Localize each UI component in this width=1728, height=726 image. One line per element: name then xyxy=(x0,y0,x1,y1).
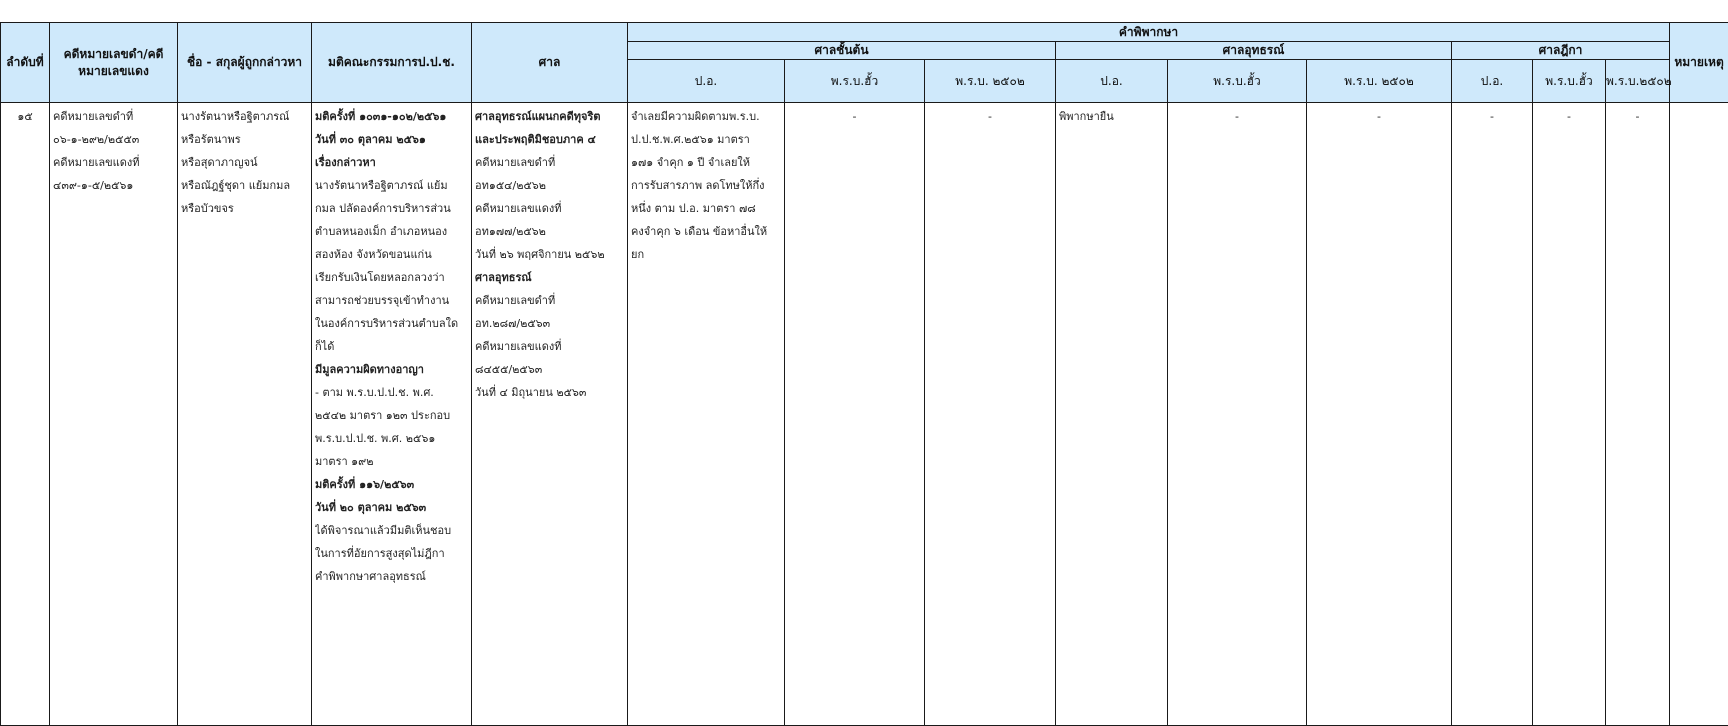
cell-line: เรียกรับเงินโดยหลอกลวงว่า xyxy=(315,266,468,289)
col-header-name: ชื่อ - สกุลผู้ถูกกล่าวหา xyxy=(178,23,312,103)
subheader-supreme-po: ป.อ. xyxy=(1452,60,1533,103)
subheader-first-2502: พ.ร.บ. ๒๕๐๒ xyxy=(925,60,1056,103)
cell-name xyxy=(178,103,312,726)
cell-line: ๘๔๕๕/๒๕๖๓ xyxy=(475,358,624,381)
cell-line: ๐๖-๑-๒๙๒/๒๕๕๓ xyxy=(53,128,174,151)
subheader-supreme-2502: พ.ร.บ.๒๕๐๒ xyxy=(1606,60,1670,103)
cell-line: คดีหมายเลขดำที่ xyxy=(475,289,624,312)
col-header-remark: หมายเหตุ xyxy=(1670,23,1728,103)
cell-line: อท๑๕๔/๒๕๖๒ xyxy=(475,174,624,197)
cell-line: คดีหมายเลขแดงที่ xyxy=(475,197,624,220)
cell-line: คดีหมายเลขแดงที่ xyxy=(475,335,624,358)
cell-line: วันที่ ๒๐ ตุลาคม ๒๕๖๓ xyxy=(315,496,468,519)
subheader-appeal-2502: พ.ร.บ. ๒๕๐๒ xyxy=(1307,60,1452,103)
cell-line: มีมูลความผิดทางอาญา xyxy=(315,358,468,381)
cell-line: - ตาม พ.ร.บ.ป.ป.ช. พ.ศ. xyxy=(315,381,468,404)
cell-appeal-2502: - xyxy=(1307,103,1452,726)
cell-line: วันที่ ๓๐ ตุลาคม ๒๕๖๑ xyxy=(315,128,468,151)
cell-supreme-act: - xyxy=(1533,103,1606,726)
cell-line: หรือรัตนาพร xyxy=(181,128,308,151)
cell-line: อท.๒๘๗/๒๕๖๓ xyxy=(475,312,624,335)
cell-line: ศาลอุทธรณ์ xyxy=(475,266,624,289)
cell-line: อท๑๗๗/๒๕๖๒ xyxy=(475,220,624,243)
cell-line: หรือสุดาภาญจน์ xyxy=(181,151,308,174)
cell-line: ป.ป.ช.พ.ศ.๒๕๖๑ มาตรา xyxy=(631,128,781,151)
subheader-first-po: ป.อ. xyxy=(628,60,785,103)
subheader-appeal-po: ป.อ. xyxy=(1056,60,1168,103)
cell-first-po xyxy=(628,103,785,726)
judgment-table xyxy=(0,22,1728,726)
cell-supreme-2502: - xyxy=(1606,103,1670,726)
cell-line: ศาลอุทธรณ์แผนกคดีทุจริต xyxy=(475,105,624,128)
cell-line: จำเลยมีความผิดตามพ.ร.บ. xyxy=(631,105,781,128)
col-header-court-supreme: ศาลฎีกา xyxy=(1452,42,1670,60)
cell-line: ๔๓๙-๑-๕/๒๕๖๑ xyxy=(53,174,174,197)
cell-line: ได้พิจารณาแล้วมีมติเห็นชอบ xyxy=(315,519,468,542)
cell-line: หนึ่ง ตาม ป.อ. มาตรา ๗๘ xyxy=(631,197,781,220)
cell-line: มติครั้งที่ ๑๐๓๑-๑๐๒/๒๕๖๑ xyxy=(315,105,468,128)
cell-line: คำพิพากษาศาลอุทธรณ์ xyxy=(315,565,468,588)
cell-line: วันที่ ๒๖ พฤศจิกายน ๒๕๖๒ xyxy=(475,243,624,266)
table-row xyxy=(1,103,1728,726)
cell-line: คดีหมายเลขแดงที่ xyxy=(53,151,174,174)
cell-first-act: - xyxy=(785,103,925,726)
cell-line: คดีหมายเลขดำที่ xyxy=(475,151,624,174)
cell-resolution xyxy=(312,103,472,726)
cell-supreme-po: - xyxy=(1452,103,1533,726)
cell-line: พ.ร.บ.ป.ป.ช. พ.ศ. ๒๕๖๑ xyxy=(315,427,468,450)
cell-line: ในองค์การบริหารส่วนตำบลใด xyxy=(315,312,468,335)
col-header-case-no: คดีหมายเลขดำ/คดีหมายเลขแดง xyxy=(50,23,178,103)
cell-court xyxy=(472,103,628,726)
col-header-court-appeal: ศาลอุทธรณ์ xyxy=(1056,42,1452,60)
cell-line: นางรัตนาหรือฐิตาภรณ์ xyxy=(181,105,308,128)
cell-line: สองห้อง จังหวัดขอนแก่น xyxy=(315,243,468,266)
cell-line: และประพฤติมิชอบภาค ๔ xyxy=(475,128,624,151)
cell-line: หรือบัวขจร xyxy=(181,197,308,220)
cell-remark xyxy=(1670,103,1728,726)
cell-line: ตำบลหนองเม็ก อำเภอหนอง xyxy=(315,220,468,243)
cell-first-2502: - xyxy=(925,103,1056,726)
cell-line: คดีหมายเลขดำที่ xyxy=(53,105,174,128)
cell-line: การรับสารภาพ ลดโทษให้กึ่ง xyxy=(631,174,781,197)
col-header-judgment: คำพิพากษา xyxy=(628,23,1670,42)
cell-line: ยก xyxy=(631,243,781,266)
cell-line: วันที่ ๔ มิถุนายน ๒๕๖๓ xyxy=(475,381,624,404)
col-header-no: ลำดับที่ xyxy=(1,23,50,103)
cell-line: สามารถช่วยบรรจุเข้าทำงาน xyxy=(315,289,468,312)
cell-line: ๑๗๑ จำคุก ๑ ปี จำเลยให้ xyxy=(631,151,781,174)
col-header-resolution: มติคณะกรรมการป.ป.ช. xyxy=(312,23,472,103)
cell-line: หรือณัฎฐ์ชุดา แย้มกมล xyxy=(181,174,308,197)
cell-case-no xyxy=(50,103,178,726)
cell-line: ๒๕๔๒ มาตรา ๑๒๓ ประกอบ xyxy=(315,404,468,427)
cell-line: ก็ได้ xyxy=(315,335,468,358)
cell-line: คงจำคุก ๖ เดือน ข้อหาอื่นให้ xyxy=(631,220,781,243)
cell-no: ๑๕ xyxy=(1,103,50,726)
cell-appeal-act: - xyxy=(1168,103,1307,726)
col-header-court: ศาล xyxy=(472,23,628,103)
cell-appeal-po: พิพากษายืน xyxy=(1056,103,1168,726)
subheader-first-act: พ.ร.บ.ฮั้ว xyxy=(785,60,925,103)
col-header-court-first: ศาลชั้นต้น xyxy=(628,42,1056,60)
cell-line: กมล ปลัดองค์การบริหารส่วน xyxy=(315,197,468,220)
subheader-supreme-act: พ.ร.บ.ฮั้ว xyxy=(1533,60,1606,103)
cell-line: ในการที่อัยการสูงสุดไม่ฎีกา xyxy=(315,542,468,565)
cell-line: นางรัตนาหรือฐิตาภรณ์ แย้ม xyxy=(315,174,468,197)
cell-line: มาตรา ๑๙๒ xyxy=(315,450,468,473)
subheader-appeal-act: พ.ร.บ.ฮั้ว xyxy=(1168,60,1307,103)
cell-line: เรื่องกล่าวหา xyxy=(315,151,468,174)
cell-line: มติครั้งที่ ๑๑๖/๒๕๖๓ xyxy=(315,473,468,496)
